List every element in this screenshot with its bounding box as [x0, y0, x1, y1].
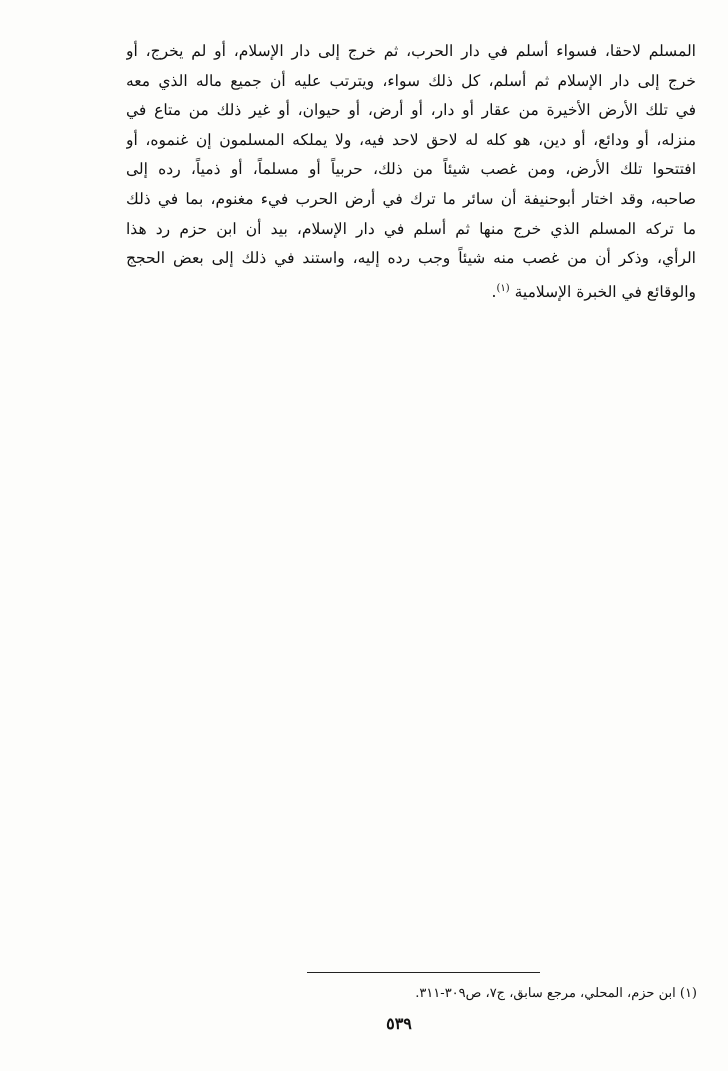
- text-line-6: صاحبه، وقد اختار أبوحنيفة أن سائر ما ترك في أرض الحرب فيء مغنوم، بما في ذلك: [126, 189, 696, 208]
- text-line-3: في تلك الأرض الأخيرة من عقار أو دار، أو أرض، أو حيوان، أو غير ذلك من متاع في: [126, 101, 696, 120]
- main-text: [126, 37, 696, 303]
- footnote: (١) ابن حزم، المحلي، مرجع سابق، ج٧، ص٣٠٩-٣١١.: [415, 986, 697, 1001]
- footnote-divider: [307, 972, 540, 973]
- text-line-5: افتتحوا تلك الأرض، ومن غصب شيئاً من ذلك، حربياً أو مسلماً، أو ذمياً، رده إلى: [126, 160, 696, 179]
- text-line-2: خرج إلى دار الإسلام ثم أسلم، كل ذلك سواء، ويترتب عليه أن جميع ماله الذي معه: [126, 71, 696, 90]
- text-line-8: الرأي، وذكر أن من غصب منه شيئاً وجب رده إليه، واستند في ذلك إلى بعض الحجج: [126, 249, 696, 268]
- page-number: ٥٣٩: [386, 1014, 412, 1033]
- text-line-4: منزله، أو ودائع، أو دين، هو كله له لاحق لاحد فيه، ولا يملكه المسلمون إن غنموه، أو: [126, 130, 696, 149]
- text-line-7: ما تركه المسلم الذي خرج منها ثم أسلم في دار الإسلام، بيد أن ابن حزم رد هذا: [126, 219, 696, 238]
- text-line-1: المسلم لاحقا، فسواء أسلم في دار الحرب، ثم خرج إلى دار الإسلام، أو لم يخرج، أو: [126, 42, 696, 60]
- text-line-9-content: والوقائع في الخبرة الإسلامية: [514, 282, 696, 301]
- text-line-9: والوقائع في الخبرة الإسلامية $^{(١)}$.: [491, 282, 696, 301]
- footnote-reference[interactable]: (١): [496, 282, 510, 294]
